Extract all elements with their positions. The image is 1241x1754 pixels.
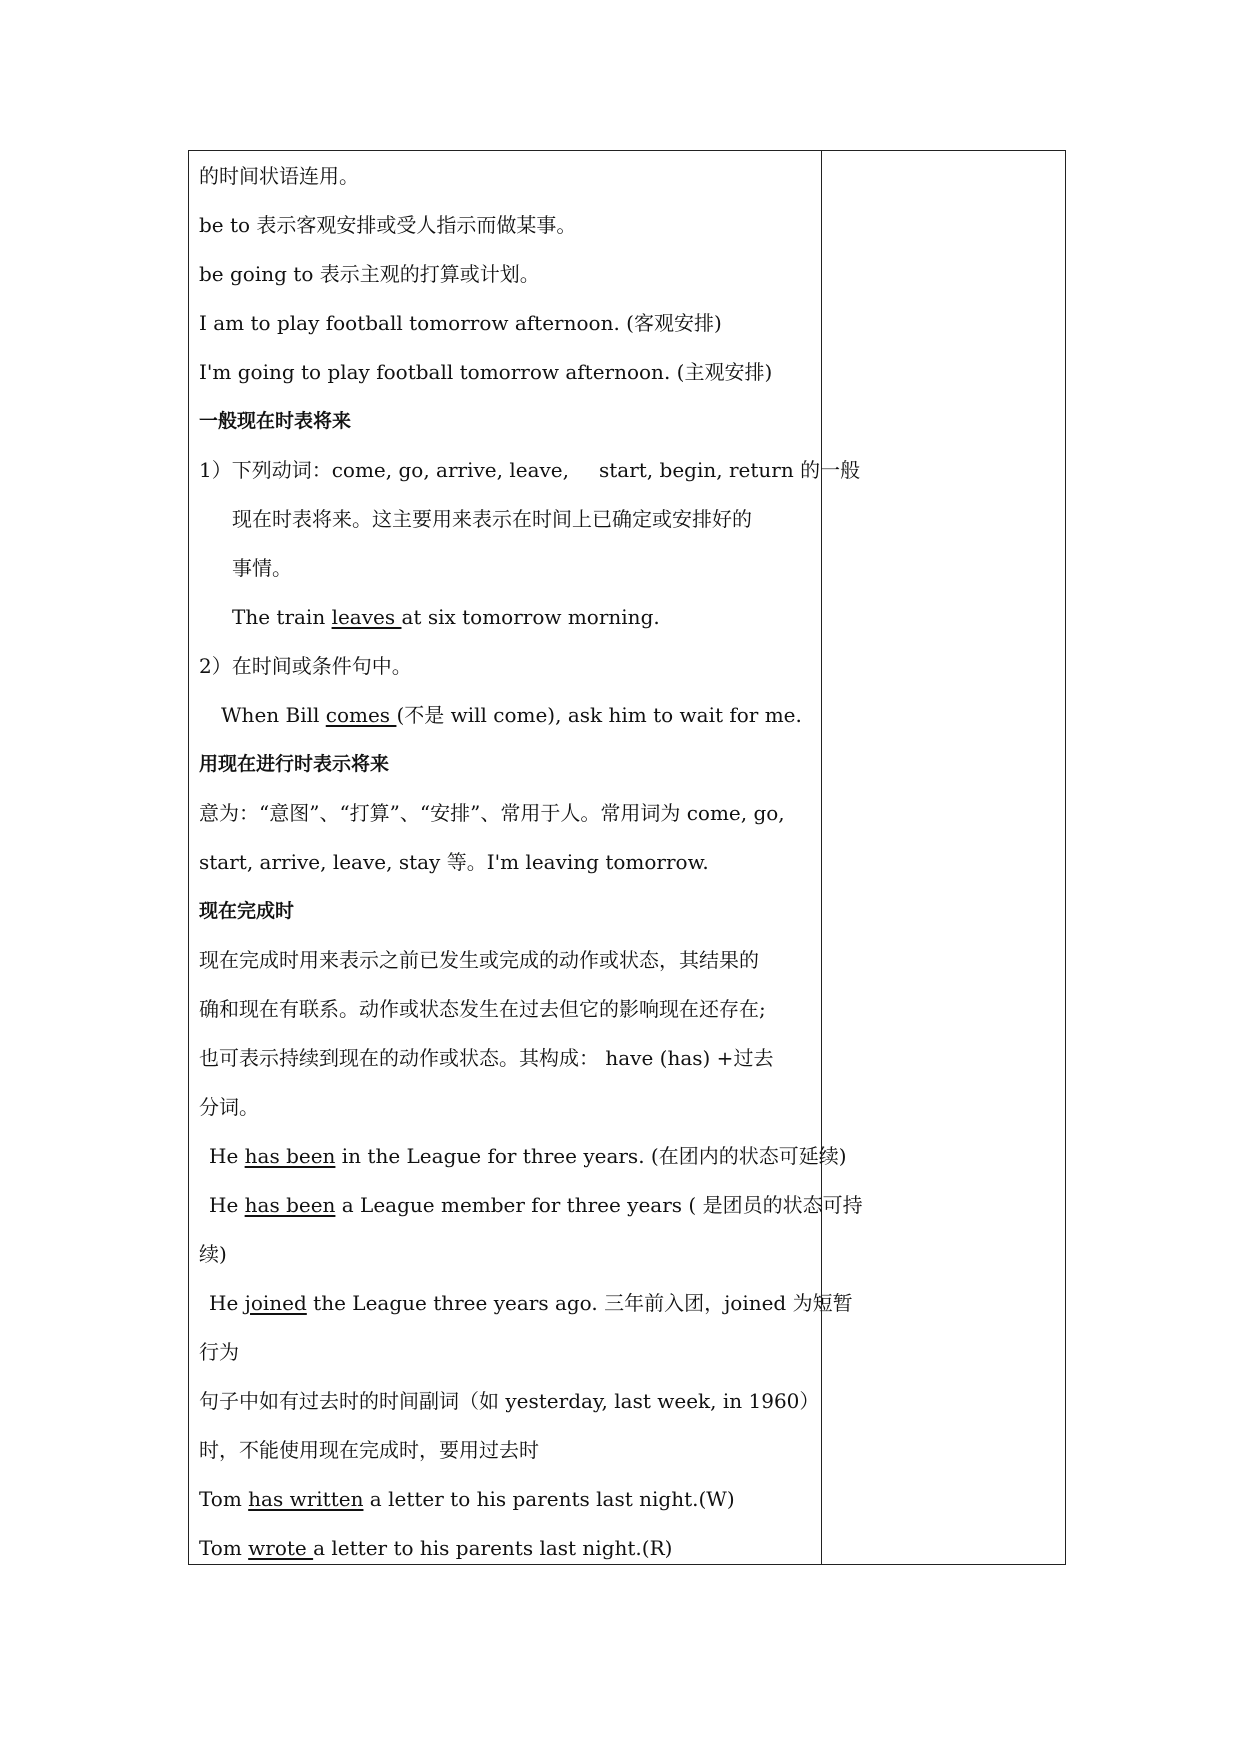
text-fragment: in the League for three years. (在团内的状态可延续) — [335, 1144, 847, 1168]
notes-table — [188, 150, 1066, 1565]
text-line: 现在完成时用来表示之前已发生或完成的动作或状态，其结果的 — [199, 948, 759, 972]
example-sentence: I'm going to play football tomorrow afternoon. (主观安排) — [199, 360, 773, 384]
text-fragment: He — [209, 1144, 245, 1168]
text-fragment: The train — [232, 605, 332, 629]
example-sentence — [199, 1284, 853, 1333]
example-sentence — [199, 1137, 847, 1186]
notes-cell — [199, 157, 863, 1578]
text-line: 事情。 — [232, 556, 292, 580]
example-sentence — [199, 1480, 811, 1529]
text-fragment: Tom — [199, 1487, 249, 1511]
example-sentence — [199, 696, 811, 745]
text-fragment: a letter to his parents last night.(W) — [363, 1487, 735, 1511]
text-line: 意为：“意图”、“打算”、“安排”、常用于人。常用词为 come, go, — [199, 801, 785, 825]
underlined-verb: joined — [244, 1291, 307, 1315]
example-sentence — [199, 1529, 811, 1578]
text-line: 也可表示持续到现在的动作或状态。其构成： have (has) +过去 — [199, 1046, 774, 1070]
text-line: 时，不能使用现在完成时，要用过去时 — [199, 1438, 539, 1462]
text-line: 分词。 — [199, 1095, 259, 1119]
text-fragment: start, begin, return 的一般 — [598, 458, 861, 482]
example-sentence — [199, 1186, 863, 1235]
text-line: 句子中如有过去时的时间副词（如 yesterday, last week, in 1960） — [199, 1389, 820, 1413]
text-fragment: When Bill — [221, 703, 326, 727]
section-heading-present-perfect: 现在完成时 — [199, 900, 295, 922]
example-sentence — [199, 598, 811, 647]
text-line: start, arrive, leave, stay 等。I'm leaving tomorrow. — [199, 850, 709, 874]
text-line: be to 表示客观安排或受人指示而做某事。 — [199, 213, 577, 237]
text-line: 行为 — [199, 1340, 239, 1364]
text-line: 现在时表将来。这主要用来表示在时间上已确定或安排好的 — [232, 507, 752, 531]
section-heading-present-continuous-future: 用现在进行时表示将来 — [199, 753, 390, 775]
text-fragment: Tom — [199, 1536, 249, 1560]
text-line: 的时间状语连用。 — [199, 164, 359, 188]
text-fragment: the League three years ago. 三年前入团，joined 为短暂 — [306, 1291, 853, 1315]
text-line: be going to 表示主观的打算或计划。 — [199, 262, 540, 286]
underlined-verb: leaves — [331, 605, 402, 629]
underlined-verb: comes — [325, 703, 397, 727]
text-line: 确和现在有联系。动作或状态发生在过去但它的影响现在还存在; — [199, 997, 766, 1021]
text-fragment: a League member for three years ( 是团员的状态可持 — [335, 1193, 863, 1217]
text-fragment: a letter to his parents last night.(R) — [313, 1536, 673, 1560]
underlined-verb: has been — [244, 1144, 336, 1168]
underlined-verb: has written — [248, 1487, 364, 1511]
text-fragment: He — [209, 1291, 245, 1315]
column-divider — [821, 151, 822, 1564]
example-sentence: I am to play football tomorrow afternoon. (客观安排) — [199, 311, 722, 335]
text-fragment: 1）下列动词：come, go, arrive, leave, — [199, 458, 569, 482]
underlined-verb: wrote — [248, 1536, 314, 1560]
text-line: 续) — [199, 1242, 227, 1266]
text-fragment: He — [209, 1193, 245, 1217]
text-line: 2）在时间或条件句中。 — [199, 654, 412, 678]
text-fragment: (不是 will come), ask him to wait for me. — [396, 703, 802, 727]
text-line — [199, 451, 861, 500]
empty-side-cell — [823, 151, 1065, 1564]
section-heading-present-simple-future: 一般现在时表将来 — [199, 410, 352, 432]
text-fragment: at six tomorrow morning. — [401, 605, 660, 629]
underlined-verb: has been — [244, 1193, 336, 1217]
